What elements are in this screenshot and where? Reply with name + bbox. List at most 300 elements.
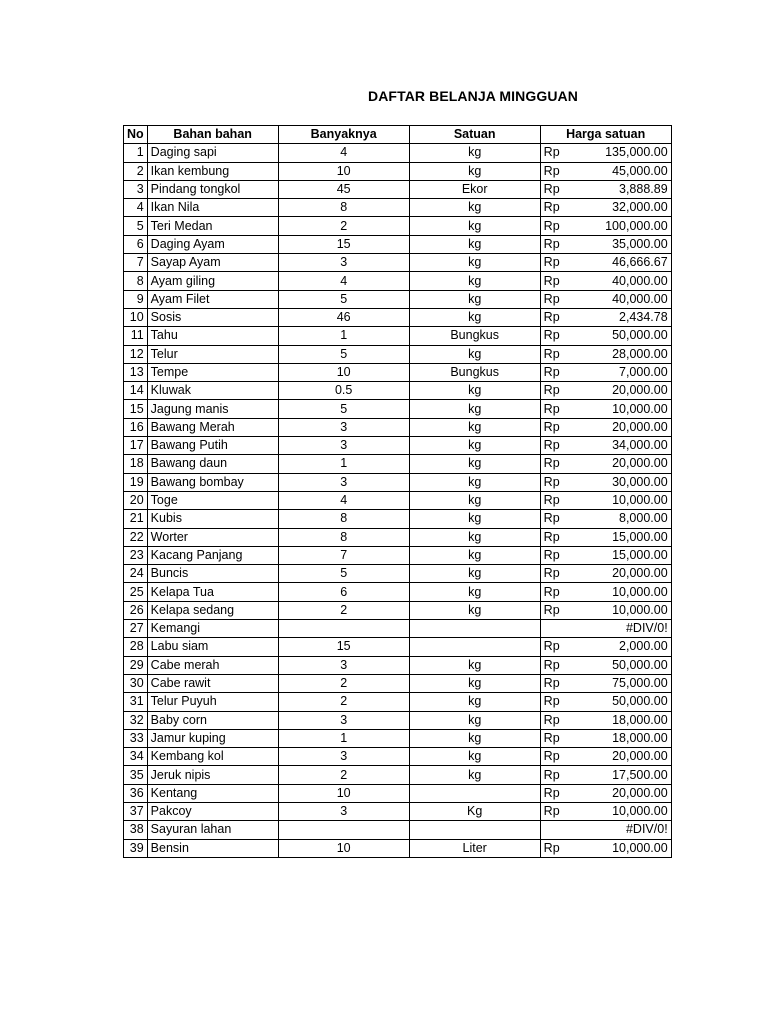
item-price [540,620,671,638]
item-quantity [278,620,409,638]
price-value: 10,000.00 [612,401,668,416]
item-price [540,418,671,436]
currency-label: Rp [543,511,560,526]
price-value: 40,000.00 [612,273,668,288]
table-row [124,839,672,857]
item-price [540,400,671,418]
item-unit: kg [409,418,540,436]
item-name: Telur [147,345,278,363]
item-price [540,144,671,162]
item-quantity: 2 [278,766,409,784]
item-name: Kubis [147,510,278,528]
price-value: 50,000.00 [612,328,668,343]
table-row [124,345,672,363]
row-number: 6 [124,235,148,253]
row-number: 17 [124,437,148,455]
row-number: 10 [124,308,148,326]
currency-label: Rp [543,712,560,727]
price-value: 135,000.00 [605,145,668,160]
item-unit: kg [409,400,540,418]
table-row [124,693,672,711]
currency-label: Rp [543,804,560,819]
item-name: Ikan Nila [147,199,278,217]
item-unit [409,638,540,656]
item-quantity: 5 [278,400,409,418]
item-unit: kg [409,473,540,491]
item-name: Sayap Ayam [147,254,278,272]
item-price [540,162,671,180]
table-row [124,784,672,802]
price-value: 20,000.00 [612,383,668,398]
table-row [124,363,672,381]
item-price [540,766,671,784]
item-quantity: 15 [278,638,409,656]
item-quantity: 3 [278,711,409,729]
item-unit: kg [409,583,540,601]
item-quantity: 15 [278,235,409,253]
item-quantity: 4 [278,144,409,162]
row-number: 27 [124,620,148,638]
currency-label: Rp [543,218,560,233]
item-unit: kg [409,766,540,784]
currency-label: Rp [543,529,560,544]
table-row [124,748,672,766]
item-unit: kg [409,144,540,162]
price-value: 32,000.00 [612,200,668,215]
item-name: Ikan kembung [147,162,278,180]
table-row [124,473,672,491]
item-quantity: 3 [278,418,409,436]
item-quantity: 1 [278,455,409,473]
item-quantity: 4 [278,272,409,290]
item-unit: Bungkus [409,327,540,345]
row-number: 8 [124,272,148,290]
currency-label: Rp [543,291,560,306]
currency-label: Rp [543,328,560,343]
price-value: 18,000.00 [612,712,668,727]
currency-label: Rp [543,639,560,654]
item-price [540,583,671,601]
item-price [540,363,671,381]
item-price [540,748,671,766]
table-row [124,528,672,546]
item-quantity: 10 [278,162,409,180]
item-unit: kg [409,217,540,235]
item-name: Kembang kol [147,748,278,766]
item-unit: kg [409,711,540,729]
row-number: 33 [124,729,148,747]
item-name: Worter [147,528,278,546]
item-price [540,235,671,253]
item-unit: kg [409,199,540,217]
item-name: Sayuran lahan [147,821,278,839]
currency-label: Rp [543,840,560,855]
document-title: DAFTAR BELANJA MINGGUAN [368,88,578,104]
item-unit: kg [409,272,540,290]
item-price [540,327,671,345]
table-row [124,327,672,345]
table-row [124,729,672,747]
item-name: Tempe [147,363,278,381]
item-price [540,510,671,528]
item-unit: kg [409,254,540,272]
item-name: Buncis [147,565,278,583]
item-quantity: 5 [278,290,409,308]
item-unit: kg [409,693,540,711]
row-number: 7 [124,254,148,272]
price-value: 7,000.00 [619,365,668,379]
item-quantity: 3 [278,656,409,674]
table-row [124,638,672,656]
table-row [124,400,672,418]
price-value: 8,000.00 [619,511,668,526]
item-quantity: 10 [278,839,409,857]
price-value: 20,000.00 [612,785,668,800]
row-number: 12 [124,345,148,363]
row-number: 14 [124,382,148,400]
row-number: 26 [124,601,148,619]
item-unit: Ekor [409,180,540,198]
item-name: Bawang Putih [147,437,278,455]
item-unit: kg [409,308,540,326]
price-value: 10,000.00 [612,804,668,819]
price-value: 2,434.78 [619,310,668,325]
item-unit: kg [409,345,540,363]
item-name: Ayam giling [147,272,278,290]
item-quantity: 8 [278,528,409,546]
price-value: 40,000.00 [612,291,668,306]
price-value: 30,000.00 [612,474,668,489]
item-unit: kg [409,546,540,564]
price-value: 18,000.00 [612,730,668,745]
table-row [124,418,672,436]
item-price [540,565,671,583]
item-name: Telur Puyuh [147,693,278,711]
row-number: 3 [124,180,148,198]
item-quantity: 5 [278,345,409,363]
table-row [124,272,672,290]
item-price [540,254,671,272]
currency-label: Rp [543,694,560,709]
header-qty: Banyaknya [278,126,409,144]
price-value: 100,000.00 [605,218,668,233]
row-number: 11 [124,327,148,345]
item-name: Bawang daun [147,455,278,473]
row-number: 30 [124,674,148,692]
table-row [124,144,672,162]
item-price [540,729,671,747]
item-name: Kelapa sedang [147,601,278,619]
item-name: Kelapa Tua [147,583,278,601]
item-unit: kg [409,748,540,766]
table-row [124,217,672,235]
currency-label: Rp [543,163,560,178]
currency-label: Rp [543,676,560,691]
item-name: Kluwak [147,382,278,400]
item-quantity: 2 [278,601,409,619]
currency-label: Rp [543,310,560,325]
item-quantity: 10 [278,363,409,381]
table-row [124,235,672,253]
item-price [540,491,671,509]
row-number: 36 [124,784,148,802]
row-number: 20 [124,491,148,509]
item-quantity: 1 [278,729,409,747]
currency-label: Rp [543,584,560,599]
table-row [124,308,672,326]
item-name: Cabe merah [147,656,278,674]
row-number: 18 [124,455,148,473]
table-header-row [124,126,672,144]
currency-label: Rp [543,767,560,782]
row-number: 4 [124,199,148,217]
item-quantity: 10 [278,784,409,802]
table-row [124,711,672,729]
item-name: Bensin [147,839,278,857]
currency-label: Rp [543,255,560,270]
row-number: 16 [124,418,148,436]
item-quantity: 2 [278,217,409,235]
table-row [124,382,672,400]
item-quantity: 3 [278,437,409,455]
item-name: Pakcoy [147,802,278,820]
item-quantity: 2 [278,693,409,711]
item-name: Teri Medan [147,217,278,235]
price-value: 75,000.00 [612,676,668,691]
table-row [124,162,672,180]
price-value: 10,000.00 [612,840,668,855]
row-number: 1 [124,144,148,162]
currency-label: Rp [543,566,560,581]
currency-label: Rp [543,365,560,379]
item-price [540,638,671,656]
table-row [124,674,672,692]
item-unit: kg [409,528,540,546]
header-unit: Satuan [409,126,540,144]
currency-label: Rp [543,236,560,251]
item-name: Jeruk nipis [147,766,278,784]
item-quantity: 1 [278,327,409,345]
price-value: 20,000.00 [612,456,668,471]
table-row [124,565,672,583]
currency-label: Rp [543,383,560,398]
currency-label: Rp [543,602,560,617]
price-value: 15,000.00 [612,529,668,544]
table-row [124,583,672,601]
row-number: 29 [124,656,148,674]
item-quantity: 5 [278,565,409,583]
currency-label: Rp [543,456,560,471]
item-quantity: 8 [278,510,409,528]
table-row [124,290,672,308]
row-number: 13 [124,363,148,381]
item-unit: kg [409,382,540,400]
item-price [540,528,671,546]
item-quantity: 2 [278,674,409,692]
currency-label: Rp [543,474,560,489]
item-unit: kg [409,437,540,455]
row-number: 28 [124,638,148,656]
currency-label: Rp [543,346,560,361]
price-value: 28,000.00 [612,346,668,361]
item-price [540,345,671,363]
item-name: Daging sapi [147,144,278,162]
item-unit: Liter [409,839,540,857]
item-name: Kacang Panjang [147,546,278,564]
price-value: 20,000.00 [612,566,668,581]
price-value: 20,000.00 [612,419,668,434]
item-price [540,290,671,308]
item-unit: kg [409,162,540,180]
item-name: Ayam Filet [147,290,278,308]
currency-label: Rp [543,273,560,288]
row-number: 22 [124,528,148,546]
item-price [540,674,671,692]
item-unit: kg [409,455,540,473]
table-row [124,766,672,784]
table-row [124,656,672,674]
item-unit: kg [409,290,540,308]
table-row [124,802,672,820]
item-unit: Kg [409,802,540,820]
item-quantity: 7 [278,546,409,564]
item-name: Baby corn [147,711,278,729]
row-number: 23 [124,546,148,564]
price-value: #DIV/0! [625,621,668,636]
price-value: 45,000.00 [612,163,668,178]
row-number: 21 [124,510,148,528]
item-price [540,601,671,619]
table-row [124,821,672,839]
item-name: Tahu [147,327,278,345]
item-unit: kg [409,674,540,692]
item-quantity: 6 [278,583,409,601]
row-number: 19 [124,473,148,491]
price-value: 20,000.00 [612,749,668,764]
table-row [124,455,672,473]
item-unit: kg [409,729,540,747]
price-value: 15,000.00 [612,547,668,562]
currency-label: Rp [543,730,560,745]
currency-label: Rp [543,547,560,562]
item-price [540,821,671,839]
item-unit: Bungkus [409,363,540,381]
item-quantity: 45 [278,180,409,198]
item-unit: kg [409,235,540,253]
price-value: 10,000.00 [612,602,668,617]
price-value: 3,888.89 [619,182,668,197]
row-number: 5 [124,217,148,235]
row-number: 25 [124,583,148,601]
item-quantity: 46 [278,308,409,326]
price-value: 50,000.00 [612,657,668,672]
item-name: Bawang bombay [147,473,278,491]
row-number: 37 [124,802,148,820]
item-unit [409,784,540,802]
price-value: 46,666.67 [612,255,668,270]
item-quantity [278,821,409,839]
row-number: 39 [124,839,148,857]
item-price [540,272,671,290]
row-number: 24 [124,565,148,583]
table-row [124,437,672,455]
item-price [540,656,671,674]
row-number: 2 [124,162,148,180]
header-no: No [124,126,148,144]
currency-label: Rp [543,657,560,672]
item-name: Daging Ayam [147,235,278,253]
item-price [540,217,671,235]
row-number: 9 [124,290,148,308]
table-row [124,620,672,638]
table-row [124,601,672,619]
item-price [540,180,671,198]
table-row [124,180,672,198]
item-unit: kg [409,601,540,619]
item-price [540,308,671,326]
item-unit: kg [409,656,540,674]
row-number: 34 [124,748,148,766]
item-quantity: 8 [278,199,409,217]
item-price [540,693,671,711]
price-value: 50,000.00 [612,694,668,709]
header-item: Bahan bahan [147,126,278,144]
price-value: 17,500.00 [612,767,668,782]
table-row [124,491,672,509]
currency-label: Rp [543,493,560,508]
table-row [124,199,672,217]
price-value: #DIV/0! [625,822,668,837]
price-value: 10,000.00 [612,584,668,599]
price-value: 34,000.00 [612,438,668,453]
item-price [540,437,671,455]
item-quantity: 3 [278,802,409,820]
item-quantity: 3 [278,473,409,491]
row-number: 35 [124,766,148,784]
item-price [540,839,671,857]
item-name: Jamur kuping [147,729,278,747]
item-quantity: 3 [278,748,409,766]
header-price: Harga satuan [540,126,671,144]
item-name: Sosis [147,308,278,326]
item-quantity: 4 [278,491,409,509]
item-name: Labu siam [147,638,278,656]
item-unit [409,821,540,839]
item-unit: kg [409,565,540,583]
table-row [124,510,672,528]
currency-label: Rp [543,785,560,800]
item-name: Bawang Merah [147,418,278,436]
item-name: Kentang [147,784,278,802]
price-value: 10,000.00 [612,493,668,508]
price-value: 2,000.00 [619,639,668,654]
item-quantity: 3 [278,254,409,272]
currency-label: Rp [543,200,560,215]
item-unit: kg [409,510,540,528]
item-name: Cabe rawit [147,674,278,692]
item-price [540,455,671,473]
currency-label: Rp [543,182,560,197]
item-price [540,199,671,217]
currency-label: Rp [543,419,560,434]
currency-label: Rp [543,145,560,160]
currency-label: Rp [543,401,560,416]
item-price [540,382,671,400]
shopping-list-table [123,125,672,858]
item-unit: kg [409,491,540,509]
table-row [124,254,672,272]
item-name: Pindang tongkol [147,180,278,198]
